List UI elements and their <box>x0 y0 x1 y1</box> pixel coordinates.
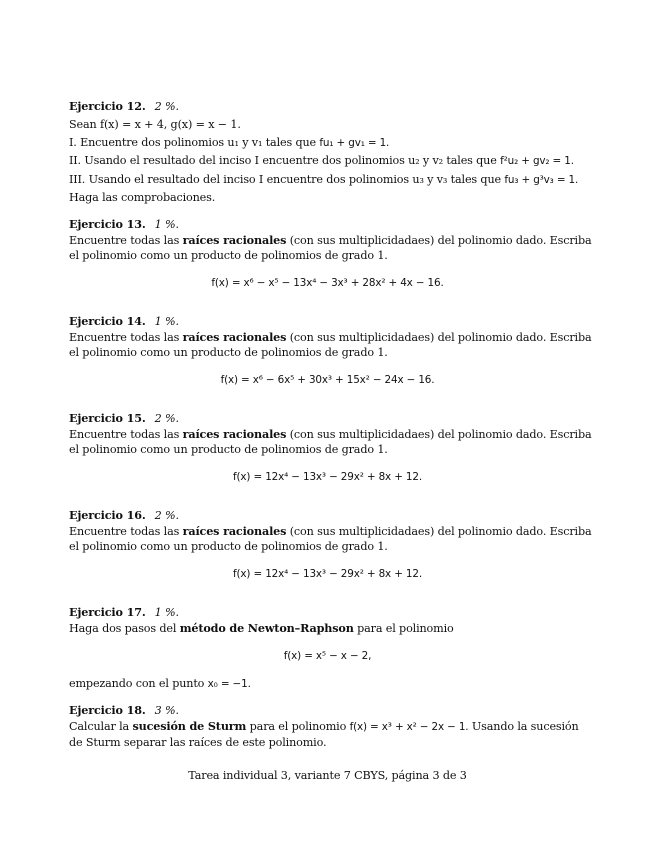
exercise-18-text-line-2: de Sturm separar las raíces de este polinomio. <box>69 736 327 749</box>
exercise-percent: 1 %. <box>154 606 179 619</box>
part-text: II. Usando el resultado del inciso I encuentre dos polinomios u₂ y v₂ tales que <box>69 154 501 167</box>
start-point: x₀ = −1. <box>207 678 251 690</box>
exercise-title: Ejercicio 13. <box>69 217 146 231</box>
exercise-14-text-line-2: el polinomio como un producto de polinomios de grado 1. <box>69 346 388 359</box>
text-part: Calcular la <box>69 720 133 733</box>
exercise-12-definition: Sean f(x) = x + 4, g(x) = x − 1. <box>69 118 241 131</box>
exercise-17-text <box>69 621 589 636</box>
exercise-16-text <box>69 524 592 539</box>
exercise-15-equation: f(x) = 12x⁴ − 13x³ − 29x² + 8x + 12. <box>233 471 422 483</box>
text-part: Haga dos pasos del <box>69 622 180 635</box>
part-math: fu₁ + gv₁ = 1. <box>319 137 390 149</box>
text-part: para el polinomio <box>246 720 350 733</box>
exercise-title: Ejercicio 14. <box>69 314 146 328</box>
text-part: Encuentre todas las <box>69 331 183 344</box>
exercise-14-equation: f(x) = x⁶ − 6x⁵ + 30x³ + 15x² − 24x − 16. <box>220 374 435 386</box>
exercise-13-heading <box>69 217 589 232</box>
exercise-15-text <box>69 427 592 442</box>
exercise-17-after <box>69 676 589 692</box>
exercise-18-text <box>69 719 589 735</box>
part-text: III. Usando el resultado del inciso I encuentre dos polinomios u₃ y v₃ tales que <box>69 173 505 186</box>
text-part: para el polinomio <box>353 622 454 635</box>
inline-polynomial: f(x) = x³ + x² − 2x − 1. <box>349 721 469 733</box>
exercise-percent: 2 %. <box>154 100 179 113</box>
exercise-14-text <box>69 330 592 345</box>
exercise-title: Ejercicio 12. <box>69 99 146 113</box>
text-part: Encuentre todas las <box>69 525 183 538</box>
exercise-13-text-line-2: el polinomio como un producto de polinomios de grado 1. <box>69 249 388 262</box>
exercise-16-heading <box>69 508 589 523</box>
text-part: (con sus multiplicidadaes) del polinomio dado. Escriba <box>286 428 592 441</box>
exercise-12-closing: Haga las comprobaciones. <box>69 191 216 204</box>
text-part: Encuentre todas las <box>69 234 183 247</box>
text-part: (con sus multiplicidadaes) del polinomio dado. Escriba <box>286 234 592 247</box>
part-math: fu₃ + g³v₃ = 1. <box>504 174 579 186</box>
exercise-title: Ejercicio 18. <box>69 703 146 717</box>
exercise-12-part-1 <box>69 135 589 151</box>
exercise-18-heading <box>69 703 589 718</box>
exercise-12-part-3 <box>69 172 589 188</box>
exercise-percent: 3 %. <box>154 704 179 717</box>
exercise-percent: 1 %. <box>154 218 179 231</box>
bold-term: raíces racionales <box>182 524 287 538</box>
exercise-title: Ejercicio 16. <box>69 508 146 522</box>
text-part: (con sus multiplicidadaes) del polinomio dado. Escriba <box>286 525 592 538</box>
exercise-14-heading <box>69 314 589 329</box>
exercise-13-text <box>69 233 592 248</box>
exercise-percent: 2 %. <box>154 509 179 522</box>
exercise-title: Ejercicio 15. <box>69 411 146 425</box>
bold-term: raíces racionales <box>182 330 287 344</box>
text-part: Usando la sucesión <box>468 720 579 733</box>
page-footer: Tarea individual 3, variante 7 CBYS, página 3 de 3 <box>188 769 467 782</box>
bold-term: método de Newton–Raphson <box>179 621 354 635</box>
bold-term: raíces racionales <box>182 427 287 441</box>
part-text: I. Encuentre dos polinomios u₁ y v₁ tales que <box>69 136 320 149</box>
exercise-15-text-line-2: el polinomio como un producto de polinomios de grado 1. <box>69 443 388 456</box>
exercise-title: Ejercicio 17. <box>69 605 146 619</box>
text-part: Encuentre todas las <box>69 428 183 441</box>
exercise-percent: 2 %. <box>154 412 179 425</box>
bold-term: sucesión de Sturm <box>132 719 247 733</box>
text-part: empezando con el punto <box>69 677 208 690</box>
bold-term: raíces racionales <box>182 233 287 247</box>
text-part: (con sus multiplicidadaes) del polinomio dado. Escriba <box>286 331 592 344</box>
exercise-12-heading <box>69 99 589 114</box>
exercise-12-part-2 <box>69 153 589 169</box>
exercise-15-heading <box>69 411 589 426</box>
part-math: f²u₂ + gv₂ = 1. <box>500 155 574 167</box>
exercise-17-heading <box>69 605 589 620</box>
exercise-13-equation: f(x) = x⁶ − x⁵ − 13x⁴ − 3x³ + 28x² + 4x − 16. <box>211 277 444 289</box>
exercise-16-equation: f(x) = 12x⁴ − 13x³ − 29x² + 8x + 12. <box>233 568 422 580</box>
exercise-percent: 1 %. <box>154 315 179 328</box>
exercise-17-equation: f(x) = x⁵ − x − 2, <box>283 650 372 662</box>
exercise-16-text-line-2: el polinomio como un producto de polinomios de grado 1. <box>69 540 388 553</box>
